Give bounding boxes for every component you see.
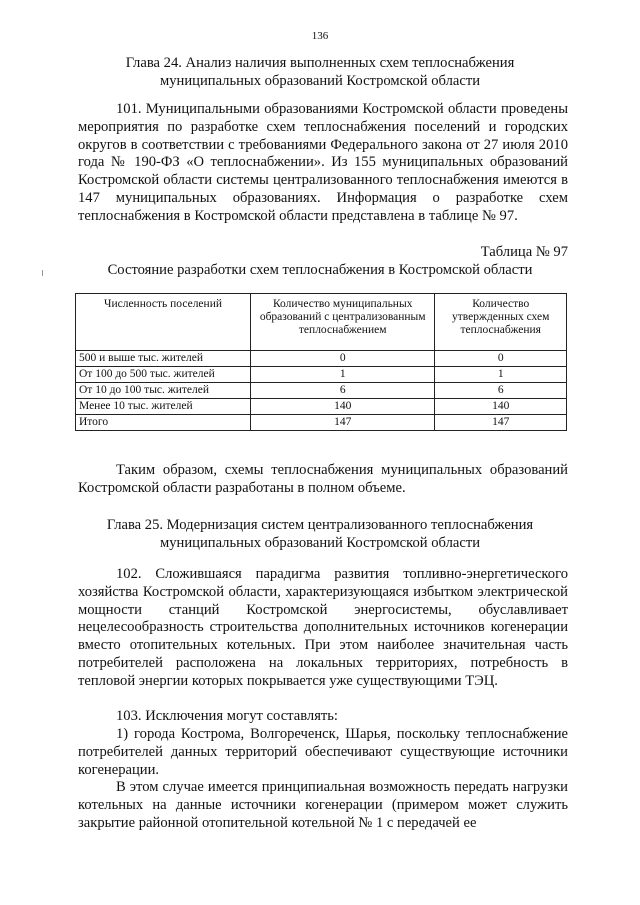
chapter-25-title-line1: Глава 25. Модернизация систем централизованного теплоснабжения: [106, 517, 534, 533]
paragraph-101: 101. Муниципальными образованиями Костромской области проведены мероприятия по разработке схем теплоснабжения поселений и городских округов в соответствии с требованиями Федерального закона от 27 июля 2010 года № 190-ФЗ «О теплоснабжении». Из 155 муниципальных образований Костромской области системы централизованного теплоснабжения имеются в 147 муниципальных образованиях. Информация о разработке схем теплоснабжения в Костромской области представлена в таблице № 97.: [78, 101, 568, 224]
row-municipalities: 140: [251, 399, 435, 415]
row-approved: 0: [435, 351, 567, 367]
header-settlements: Численность поселений: [76, 294, 251, 351]
row-approved: 147: [435, 415, 567, 431]
chapter-25-heading: [60, 516, 580, 552]
table-row: [76, 351, 567, 367]
row-approved: 1: [435, 367, 567, 383]
paragraph-103: 103. Исключения могут составлять:: [116, 708, 338, 724]
chapter-24-title-line1: Глава 24. Анализ наличия выполненных схем теплоснабжения: [125, 55, 515, 71]
page-number: 136: [311, 30, 329, 42]
row-municipalities: 1: [251, 367, 435, 383]
table-title: Состояние разработки схем теплоснабжения в Костромской области: [107, 262, 533, 278]
row-label: От 10 до 100 тыс. жителей: [76, 383, 251, 399]
table-row: [76, 383, 567, 399]
chapter-24-heading: [60, 54, 580, 90]
row-municipalities: 6: [251, 383, 435, 399]
paragraph-102: 102. Сложившаяся парадигма развития топливно-энергетического хозяйства Костромской области, характеризующаяся избытком электрической мощности станций Костромской энергосистемы, обуславливает нецелесообразность строительства дополнительных источников когенерации вместо отопительных котельных. При этом наиболее значительная часть потребителей расположена на локальных территориях, потребность в тепловой энергии которых покрывается уже существующими ТЭЦ.: [78, 566, 568, 689]
row-approved: 140: [435, 399, 567, 415]
table-label: Таблица № 97: [480, 244, 568, 260]
row-label: Менее 10 тыс. жителей: [76, 399, 251, 415]
row-label: От 100 до 500 тыс. жителей: [76, 367, 251, 383]
chapter-24-title-line2: муниципальных образований Костромской области: [159, 73, 481, 89]
row-municipalities: 0: [251, 351, 435, 367]
table-row-total: [76, 415, 567, 431]
chapter-25-title-line2: муниципальных образований Костромской области: [159, 535, 481, 551]
row-municipalities: 147: [251, 415, 435, 431]
table-row: [76, 367, 567, 383]
margin-mark: [42, 270, 43, 276]
conclusion-paragraph: Таким образом, схемы теплоснабжения муниципальных образований Костромской области разработаны в полном объеме.: [78, 462, 568, 496]
row-label: Итого: [76, 415, 251, 431]
row-label: 500 и выше тыс. жителей: [76, 351, 251, 367]
header-municipalities: Количество муниципальных образований с централизованным теплоснабжением: [251, 294, 435, 351]
heat-supply-table: [75, 293, 567, 431]
exception-item-1: 1) города Кострома, Волгореченск, Шарья, поскольку теплоснабжение потребителей данных территорий обеспечивают существующие источники когенерации.: [78, 726, 568, 778]
row-approved: 6: [435, 383, 567, 399]
paragraph-continuation: В этом случае имеется принципиальная возможность передать нагрузки котельных на данные источники когенерации (примером может служить закрытие районной отопительной котельной № 1 с передачей ее: [78, 779, 568, 831]
header-approved-schemes: Количество утвержденных схем теплоснабжения: [435, 294, 567, 351]
table-header-row: [76, 294, 567, 351]
table-row: [76, 399, 567, 415]
